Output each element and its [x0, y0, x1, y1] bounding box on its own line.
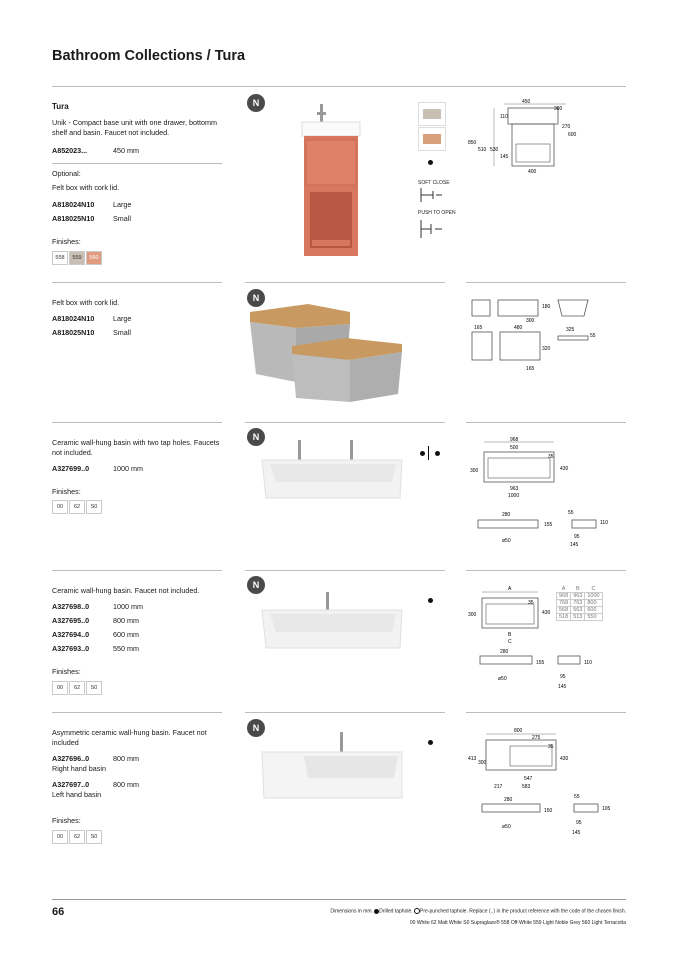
dimension-label: 165	[526, 366, 535, 372]
divider	[52, 570, 222, 571]
dimension-label: 280	[504, 797, 513, 803]
finish-swatch: 00	[52, 830, 68, 844]
footer-drilled-note: Drilled taphole.	[379, 908, 413, 915]
finishes-label: Finishes:	[52, 816, 81, 825]
table-cell: 563	[571, 607, 585, 614]
table-cell: 600	[585, 607, 602, 614]
dimension-label: 270	[562, 124, 571, 130]
dimension-label: 530	[490, 147, 499, 153]
dimension-label: 430	[560, 756, 569, 762]
finish-thumbnail	[418, 102, 446, 126]
product-code: A818024N10	[52, 200, 95, 209]
drilled-taphole-icon	[428, 160, 433, 165]
dimension-label: 155	[536, 660, 545, 666]
dimension-label: 150	[544, 808, 553, 814]
divider	[245, 712, 445, 713]
dimension-label: 35	[548, 744, 554, 750]
footer-prepunched-note: Pre-punched taphole. Replace (..) in the product reference with the code of the chosen finish.	[420, 908, 626, 915]
product-size: Small	[113, 214, 131, 223]
optional-label: Optional:	[52, 169, 81, 178]
dimension-label: 500	[510, 445, 519, 451]
product-size: 550 mm	[113, 644, 139, 653]
dimension-label: ø50	[498, 676, 507, 682]
dimension-label: 450	[522, 99, 531, 105]
dimension-label: 600	[568, 132, 577, 138]
product-code: A327694..0	[52, 630, 90, 639]
dimension-label: 968	[510, 437, 519, 443]
soft-close-label: SOFT CLOSE	[418, 180, 450, 186]
dimension-label: 275	[532, 735, 541, 741]
dimension-label: 320	[542, 346, 551, 352]
dimension-label: 325	[566, 327, 575, 333]
dimension-label: A	[508, 586, 512, 592]
table-cell: 1000	[585, 593, 602, 600]
section1-heading: Tura	[52, 102, 69, 111]
dimension-label: ø50	[502, 538, 511, 544]
drilled-taphole-icon	[428, 740, 433, 745]
finishes-label: Finishes:	[52, 487, 81, 496]
section5-description: Asymmetric ceramic wall-hung basin. Faucet not included	[52, 728, 207, 747]
finish-swatch: S0	[86, 681, 102, 695]
new-badge: N	[247, 428, 265, 446]
dimension-label: 165	[474, 325, 483, 331]
product-code: A852023...	[52, 146, 88, 155]
page-title: Bathroom Collections / Tura	[52, 48, 246, 64]
table-cell: 513	[571, 614, 585, 621]
finish-swatch: 62	[69, 500, 85, 514]
dimension-label: 55	[590, 333, 596, 339]
divider	[245, 570, 445, 571]
table-cell: 550	[585, 614, 602, 621]
dimension-label: 35	[548, 454, 554, 460]
table-cell: 800	[585, 600, 602, 607]
product-code: A327696..0	[52, 754, 90, 763]
dimension-label: 583	[522, 784, 531, 790]
finish-swatch: S0	[86, 500, 102, 514]
basin-image	[258, 436, 408, 504]
dimension-label: 413	[468, 756, 477, 762]
felt-box-image	[246, 294, 406, 406]
finishes-label: Finishes:	[52, 667, 81, 676]
product-code: A327695..0	[52, 616, 90, 625]
divider	[245, 422, 445, 423]
dimension-label: 110	[600, 520, 608, 526]
dimension-label: 155	[544, 522, 553, 528]
new-badge: N	[247, 719, 265, 737]
dimension-label: 95	[576, 820, 582, 826]
dimension-label: 480	[514, 325, 523, 331]
basin-image	[258, 590, 408, 652]
new-badge: N	[247, 289, 265, 307]
section1-description: Unik - Compact base unit with one drawer, bottomm shelf and basin. Faucet not included.	[52, 118, 217, 137]
dimension-label: 110	[500, 114, 508, 120]
dimension-label: C	[508, 639, 512, 645]
divider	[52, 163, 222, 164]
table-cell: 963	[571, 593, 585, 600]
divider	[466, 570, 626, 571]
product-size: 450 mm	[113, 146, 139, 155]
dimension-label: 145	[570, 542, 579, 548]
drilled-taphole-icon	[420, 451, 425, 456]
divider	[52, 712, 222, 713]
section3-description: Ceramic wall-hung basin with two tap holes. Faucets not included.	[52, 438, 220, 457]
dimension-label: B	[508, 632, 512, 638]
table-cell: 568	[557, 607, 571, 614]
product-size: Large	[113, 200, 132, 209]
dimension-label: 55	[568, 510, 574, 516]
divider	[52, 422, 222, 423]
dimension-label: 850	[468, 140, 477, 146]
product-size: 1000 mm	[113, 464, 143, 473]
product-code: A818025N10	[52, 214, 95, 223]
finish-swatch: 558	[52, 251, 68, 265]
finish-thumbnail	[418, 127, 446, 151]
product-code: A818025N10	[52, 328, 95, 337]
section2-description: Felt box with cork lid.	[52, 298, 120, 307]
dimension-label: ø50	[502, 824, 511, 830]
product-size: Large	[113, 314, 132, 323]
finish-swatch: 00	[52, 681, 68, 695]
product-code: A818024N10	[52, 314, 95, 323]
size-table	[556, 586, 603, 621]
dimension-label: 430	[542, 610, 551, 616]
cabinet-image	[292, 100, 372, 260]
product-size: 600 mm	[113, 630, 139, 639]
divider	[466, 712, 626, 713]
soft-close-icon	[418, 186, 444, 204]
push-to-open-label: PUSH TO OPEN	[418, 210, 456, 216]
divider	[245, 86, 445, 87]
dimension-label: 280	[502, 512, 511, 518]
dimension-label: 300	[468, 612, 477, 618]
dimension-label: 300	[526, 318, 535, 324]
table-header: C	[591, 586, 596, 592]
new-badge: N	[247, 576, 265, 594]
footer-dimensions-note: Dimensions in mm.	[330, 908, 373, 915]
divider	[466, 282, 626, 283]
divider	[245, 282, 445, 283]
footer-divider	[52, 899, 626, 900]
technical-drawing	[466, 726, 626, 838]
dimension-label: 95	[574, 534, 580, 540]
finish-swatch: 62	[69, 830, 85, 844]
optional-description: Felt box with cork lid.	[52, 183, 120, 192]
dimension-label: 300	[470, 468, 479, 474]
dimension-label: 180	[542, 304, 551, 310]
dimension-label: 1000	[508, 493, 520, 499]
finish-swatch: 00	[52, 500, 68, 514]
finish-swatch: 559	[69, 251, 85, 265]
new-badge: N	[247, 94, 265, 112]
dimension-label: 217	[494, 784, 503, 790]
dimension-label: 510	[478, 147, 487, 153]
dimension-label: 547	[524, 776, 533, 782]
table-cell: 518	[557, 614, 571, 621]
product-code: A327698..0	[52, 602, 90, 611]
footer-finish-codes: 00 White 62 Matt White S0 Supraglaze® 558 Off-White 559 Light Noble Grey 560 Light Terracotta	[409, 920, 626, 926]
divider	[52, 282, 222, 283]
product-code: A327693..0	[52, 644, 90, 653]
section4-description: Ceramic wall-hung basin. Faucet not included.	[52, 586, 200, 595]
product-note: Left hand basin	[52, 790, 102, 799]
dimension-label: 145	[558, 684, 567, 690]
dimension-label: 963	[510, 486, 519, 492]
page-number: 66	[52, 906, 65, 918]
dimension-label: 145	[572, 830, 581, 836]
dimension-label: 400	[528, 169, 537, 175]
push-to-open-icon	[418, 218, 444, 240]
finish-swatch: S0	[86, 830, 102, 844]
table-header: A	[561, 586, 566, 592]
finish-swatch: 62	[69, 681, 85, 695]
product-size: 800 mm	[113, 754, 139, 763]
dimension-label: 35	[528, 600, 534, 606]
technical-drawing	[466, 434, 626, 550]
dimension-label: 800	[514, 728, 523, 734]
basin-image	[258, 730, 408, 802]
product-size: 800 mm	[113, 616, 139, 625]
finishes-label: Finishes:	[52, 237, 81, 246]
product-code: A327699..0	[52, 464, 90, 473]
dimension-label: 145	[500, 154, 509, 160]
table-cell: 768	[557, 600, 571, 607]
table-cell: 763	[571, 600, 585, 607]
drilled-taphole-icon	[435, 451, 440, 456]
table-cell: 968	[557, 593, 571, 600]
table-header: B	[575, 586, 580, 592]
dimension-label: 300	[478, 760, 487, 766]
dimension-label: 110	[584, 660, 592, 666]
dimension-label: 95	[560, 674, 566, 680]
product-code: A327697..0	[52, 780, 90, 789]
technical-drawing	[466, 294, 626, 374]
divider	[466, 422, 626, 423]
dimension-label: 280	[500, 649, 509, 655]
product-size: 1000 mm	[113, 602, 143, 611]
divider	[466, 86, 626, 87]
dimension-label: 55	[574, 794, 580, 800]
finish-swatch: 560	[86, 251, 102, 265]
drilled-taphole-icon	[428, 598, 433, 603]
dimension-label: 105	[602, 806, 611, 812]
product-size: Small	[113, 328, 131, 337]
dimension-label: 380	[554, 106, 563, 112]
product-note: Right hand basin	[52, 764, 106, 773]
dimension-label: 430	[560, 466, 569, 472]
product-size: 800 mm	[113, 780, 139, 789]
footer-legend	[330, 908, 626, 914]
technical-drawing	[466, 96, 626, 176]
separator	[428, 446, 429, 460]
